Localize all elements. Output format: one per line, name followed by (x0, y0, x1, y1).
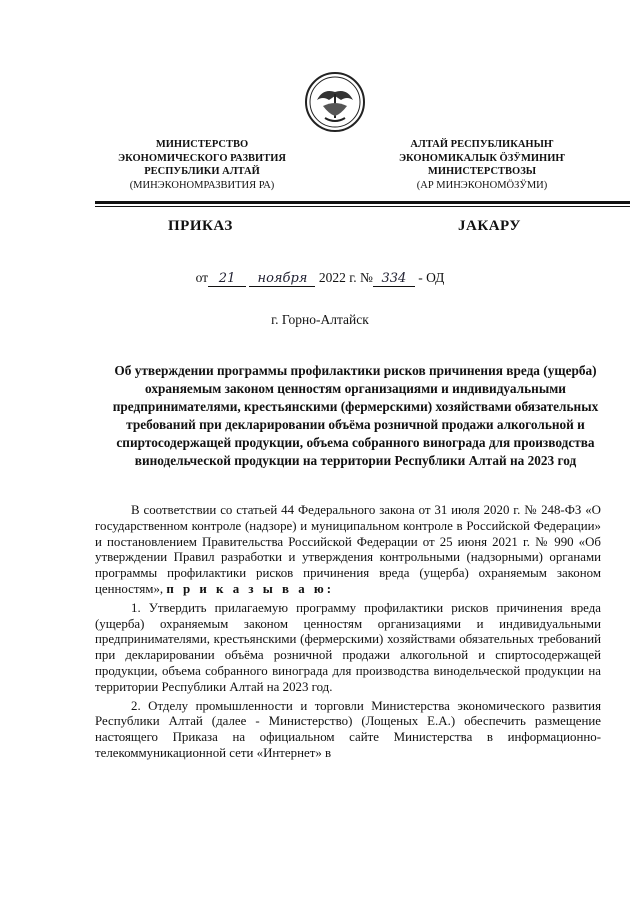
paragraph-item-1: 1. Утвердить прилагаемую программу профилактики рисков причинения вреда (ущерба) охраняемым законом ценностям организациями и индивидуальными предпринимателями, крестьянскими (фермерскими) хозяйствами обязательных требований при декларировании объёма розничной продажи алкогольной и спиртосодержащей продукции, объема собранного винограда для производства винодельческой продукции на территории Республики Алтай на 2023 год. (95, 600, 601, 694)
date-prefix: от (195, 270, 209, 285)
ministry-line: ЭКОНОМИЧЕСКОГО РАЗВИТИЯ (118, 152, 286, 164)
doc-type-russian: ПРИКАЗ (168, 218, 233, 234)
ministry-header-russian (72, 138, 332, 192)
city-name: г. Горно-Алтайск (271, 312, 369, 327)
handwritten-day: 21 (208, 271, 246, 287)
ministry-abbrev: (МИНЭКОНОМРАЗВИТИЯ РА) (129, 179, 275, 191)
paragraph-item-2: 2. Отделу промышленности и торговли Министерства экономического развития Республики Алтай (далее - Министерство) (Лощеных Е.А.) обеспечить размещение настоящего Приказа на официальном сайте Министерства в информационно-телекоммуникационной сети «Интернет» в (95, 698, 601, 760)
ministry-abbrev: (АР МИНЭКОНОМӦЗӰМИ) (416, 179, 548, 191)
document-body (95, 503, 601, 765)
date-number-line (0, 270, 640, 287)
year-text: 2022 г. № (318, 270, 373, 285)
number-suffix: - ОД (418, 270, 445, 285)
header-divider-thin (95, 206, 630, 207)
ministry-line: РЕСПУБЛИКИ АЛТАЙ (144, 166, 260, 177)
ministry-header-altai (352, 138, 612, 192)
ministry-line: МИНИСТЕРСТВОЗЫ (427, 166, 537, 177)
coat-of-arms-icon (303, 70, 367, 134)
ministry-line: ЭКОНОМИКАЛЫК ӦЗӰМИНИҤ (398, 152, 566, 164)
doc-type-altai: ЈАКАРУ (458, 218, 521, 234)
document-title: Об утверждении программы профилактики рисков причинения вреда (ущерба) охраняемым законом ценностям организациями и индивидуальными предпринимателями, крестьянскими (фермерскими) хозяйствами обязательных требований при декларировании объёма розничной продажи алкогольной и спиртосодержащей продукции, объема собранного винограда для производства винодельческой продукции на территории Республики Алтай на 2023 год (112, 363, 599, 468)
ministry-line: АЛТАЙ РЕСПУБЛИКАНЫҤ (410, 139, 554, 150)
ministry-line: МИНИСТЕРСТВО (155, 139, 249, 150)
order-word: п р и к а з ы в а ю: (166, 581, 335, 596)
handwritten-month: ноября (249, 271, 315, 287)
preamble-text: В соответствии со статьей 44 Федерального закона от 31 июля 2020 г. № 248-ФЗ «О государственном контроле (надзоре) и муниципальном контроле в Российской Федерации» и постановлением Правительства Российской Федерации от 25 июня 2021 г. № 990 «Об утверждении Правил разработки и утверждения контрольными (надзорными) органами программы профилактики рисков причинения вреда (ущерба) охраняемым законом ценностям», (95, 503, 601, 596)
header-divider-thick (95, 201, 630, 204)
paragraph-preamble (95, 503, 601, 598)
handwritten-number: 334 (373, 271, 415, 287)
